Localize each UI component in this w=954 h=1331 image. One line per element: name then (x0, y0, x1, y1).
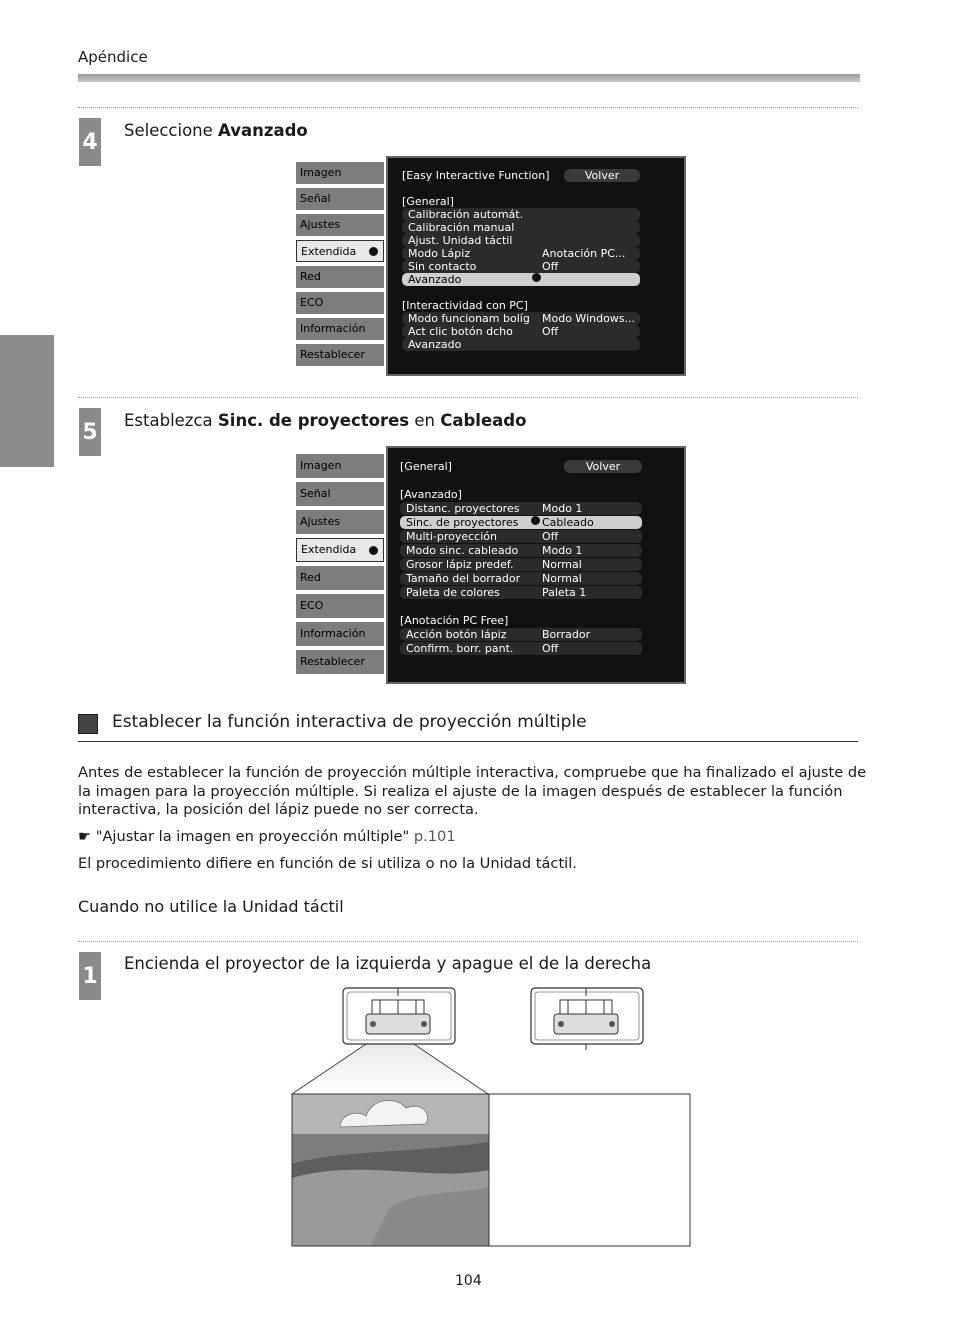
section-marker (78, 714, 98, 734)
menu-item-senal[interactable]: Señal (296, 482, 384, 506)
menu-row[interactable]: Multi-proyección Off (400, 530, 642, 543)
menu-row-selected[interactable]: Avanzado (402, 273, 640, 286)
menu-row[interactable]: Calibración automát. (402, 208, 640, 221)
menu-item-imagen[interactable]: Imagen (296, 454, 384, 478)
intro-paragraph: Antes de establecer la función de proyección múltiple interactiva, compruebe que ha finalizado el ajuste de la imagen para la proyección múltiple. Si realiza el ajuste de la imagen después de establecer la función interactiva, la posición del lápiz puede no ser correcta. (78, 764, 867, 818)
menu-row[interactable]: Acción botón lápiz Borrador (400, 628, 642, 641)
step-number: 5 (79, 408, 101, 456)
menu-item-informacion[interactable]: Información (296, 622, 384, 646)
projector-menu-step5 (296, 446, 686, 684)
menu-item-eco[interactable]: ECO (296, 594, 384, 618)
step-instruction: Encienda el proyector de la izquierda y apague el de la derecha (124, 954, 652, 973)
pointing-hand-icon: ☛ (78, 828, 92, 845)
submenu-panel (386, 156, 686, 376)
procedure-note: El procedimiento difiere en función de si utiliza o no la Unidad táctil. (78, 855, 577, 872)
submenu-header: [Easy Interactive Function] (402, 169, 550, 182)
enter-icon (369, 247, 378, 256)
group-title: [General] (402, 195, 454, 208)
light-beam (292, 1038, 488, 1094)
menu-row[interactable]: Calibración manual (402, 221, 640, 234)
menu-row[interactable]: Sin contacto Off (402, 260, 640, 273)
menu-row[interactable]: Tamaño del borrador Normal (400, 572, 642, 585)
submenu-panel (386, 446, 686, 684)
projection-illustration (280, 982, 700, 1252)
menu-row[interactable]: Avanzado (402, 338, 640, 351)
submenu-header: [General] (400, 460, 452, 473)
step-instruction: Establezca Sinc. de proyectores en Cableado (124, 411, 527, 430)
enter-icon (531, 516, 540, 525)
menu-row-selected[interactable]: Sinc. de proyectores Cableado (400, 516, 642, 529)
menu-item-red[interactable]: Red (296, 566, 384, 590)
menu-row[interactable]: Grosor lápiz predef. Normal (400, 558, 642, 571)
section-rule (78, 741, 858, 742)
section-title: Establecer la función interactiva de proyección múltiple (112, 712, 587, 732)
subheading: Cuando no utilice la Unidad táctil (78, 897, 344, 916)
projector-menu-step4 (296, 156, 686, 376)
step-number: 4 (79, 118, 101, 166)
group-title: [Avanzado] (400, 488, 462, 501)
header-bar (78, 74, 860, 82)
divider (78, 941, 858, 942)
page-number: 104 (455, 1273, 482, 1289)
projector-right-icon (531, 988, 643, 1050)
step-number: 1 (79, 952, 101, 1000)
menu-row[interactable]: Act clic botón dcho Off (402, 325, 640, 338)
enter-icon (369, 546, 378, 555)
group-title: [Anotación PC Free] (400, 614, 509, 627)
menu-item-ajustes[interactable]: Ajustes (296, 214, 384, 236)
menu-item-informacion[interactable]: Información (296, 318, 384, 340)
menu-item-ajustes[interactable]: Ajustes (296, 510, 384, 534)
menu-item-extendida[interactable]: Extendida (296, 538, 384, 562)
menu-item-imagen[interactable]: Imagen (296, 162, 384, 184)
right-screen-blank (489, 1094, 690, 1246)
menu-item-extendida[interactable]: Extendida (296, 240, 384, 262)
back-button[interactable]: Volver (564, 169, 640, 182)
enter-icon (532, 273, 541, 282)
menu-item-eco[interactable]: ECO (296, 292, 384, 314)
projector-left-icon (343, 988, 455, 1044)
menu-row[interactable]: Ajust. Unidad táctil (402, 234, 640, 247)
group-title: [Interactividad con PC] (402, 299, 528, 312)
divider (78, 107, 858, 108)
menu-row[interactable]: Modo funcionam bolíg Modo Windows... (402, 312, 640, 325)
menu-row[interactable]: Paleta de colores Paleta 1 (400, 586, 642, 599)
left-screen-image (292, 1094, 489, 1246)
menu-item-red[interactable]: Red (296, 266, 384, 288)
menu-item-restablecer[interactable]: Restablecer (296, 650, 384, 674)
step-instruction: Seleccione Avanzado (124, 121, 308, 140)
menu-item-restablecer[interactable]: Restablecer (296, 344, 384, 366)
menu-item-senal[interactable]: Señal (296, 188, 384, 210)
back-button[interactable]: Volver (564, 460, 642, 473)
header-title: Apéndice (78, 48, 148, 66)
menu-row[interactable]: Confirm. borr. pant. Off (400, 642, 642, 655)
divider (78, 397, 858, 398)
side-tab (0, 335, 54, 467)
menu-row[interactable]: Modo Lápiz Anotación PC... (402, 247, 640, 260)
menu-row[interactable]: Modo sinc. cableado Modo 1 (400, 544, 642, 557)
cross-reference[interactable]: ☛ "Ajustar la imagen en proyección múltiple" p.101 (78, 828, 456, 845)
menu-row[interactable]: Distanc. proyectores Modo 1 (400, 502, 642, 515)
